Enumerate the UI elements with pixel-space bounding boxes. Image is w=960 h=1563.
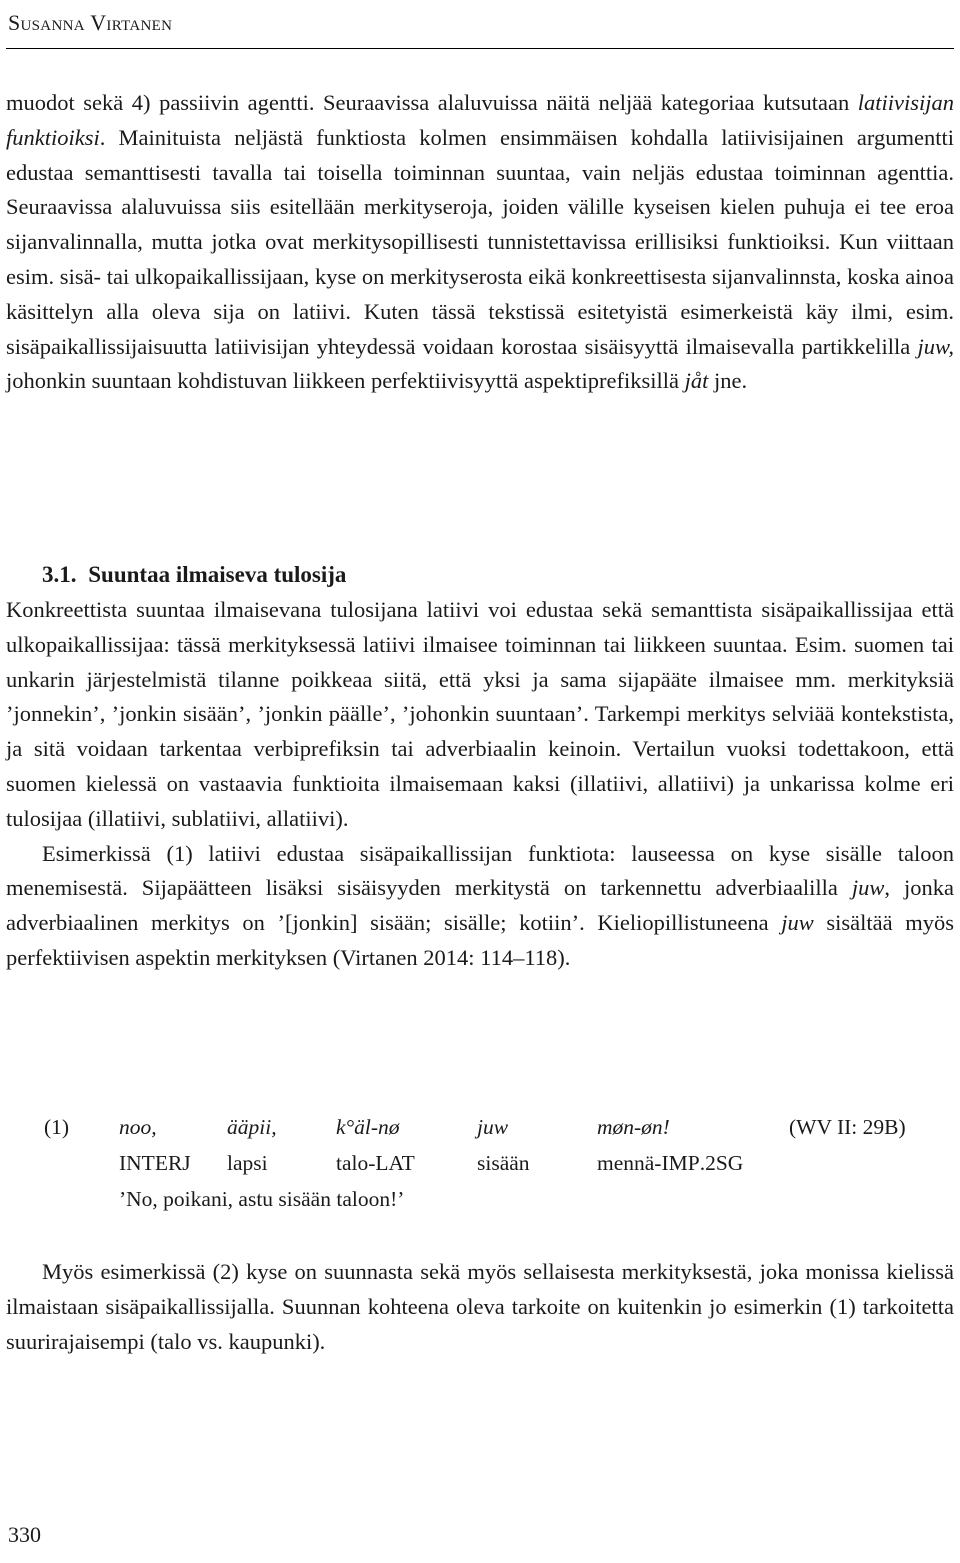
gloss-5-stem: mennä-	[597, 1151, 662, 1175]
gloss-5-mood: IMP	[661, 1151, 700, 1175]
p3-text-b: , jonka adverbiaalinen merkitys on ’[jonkin] sisään; sisälle; kotiin’. Kieliopillistuneena	[6, 875, 954, 936]
section-heading	[42, 558, 346, 592]
p1-text-c: johonkin suuntaan kohdistuvan liikkeen perfektiivisyyttä aspektiprefiksillä	[6, 368, 685, 394]
example-number: (1)	[44, 1115, 70, 1139]
example-word-3: k°äl-nø	[336, 1115, 400, 1139]
paragraph-4: Myös esimerkissä (2) kyse on suunnasta sekä myös sellaisesta merkityksestä, joka monissa kielissä ilmaistaan sisäpaikallissijalla. Suunnan kohteena oleva tarkoite on kuitenkin jo esimerkin (1) tarkoitetta suurirajaisempi (talo vs. kaupunki).	[6, 1259, 954, 1354]
example-source: (WV II: 29B)	[789, 1115, 906, 1139]
p1-text-d: jne.	[708, 368, 748, 394]
p3-term-juw-1: juw	[851, 875, 885, 901]
example-1	[44, 1115, 944, 1223]
example-word-4: juw	[477, 1115, 509, 1139]
gloss-2: lapsi	[227, 1151, 268, 1175]
example-source-line	[44, 1115, 944, 1151]
p1-term-latiivisijan-funktioiksi: latiivisijan funktioiksi	[6, 90, 954, 150]
header-author: Susanna Virtanen	[8, 10, 173, 35]
p1-term-juw: juw,	[917, 333, 954, 359]
paragraph-4-container	[6, 1255, 954, 1359]
example-word-2: ääpii,	[227, 1115, 277, 1139]
example-word-5: møn-øn!	[597, 1115, 670, 1139]
gloss-5-number: SG	[715, 1151, 744, 1175]
example-word-1: noo,	[119, 1115, 157, 1139]
gloss-1: INTERJ	[119, 1151, 191, 1175]
gloss-3-stem: talo-	[336, 1151, 376, 1175]
section-number: 3.1.	[42, 562, 77, 587]
p3-term-juw-2: juw	[781, 910, 814, 936]
gloss-5	[597, 1151, 743, 1176]
p1-term-jat: jåt	[684, 368, 709, 394]
p1-text-b: . Mainituista neljästä funktiosta kolmen ensimmäisen kohdalla latiivisijainen argumentti edustaa semanttisesti tavalla tai toisella toiminnan suuntaa, vain neljäs edustaa toiminnan agenttia. Seuraavissa alaluvuissa siis esitellään merkityseroja, joiden välille kyseisen kielen puhuja ei tee eroa sijanvalinnalla, mutta jotka ovat merkitysopillisesti tunnistettavissa erillisiksi funktioiksi. Kun viittaan esim. sisä- tai ulkopaikallissijaan, kyse on merkityserosta eikä konkreettisesta sijanvalinnsta, koska ainoa käsittelyn alla oleva sija on latiivi. Kuten tässä tekstissä esitetyistä esimerkeistä käy ilmi, esim. sisäpaikallissijaisuutta latiivisijan yhteydessä voidaan korostaa sisäisyyttä ilmaisevalla partikkelilla	[6, 124, 954, 359]
gloss-5-person: .2	[699, 1151, 716, 1175]
p1-text-a: muodot sekä 4) passiivin agentti. Seuraavissa alaluvuissa näitä neljää kategoriaa kutsutaan	[6, 90, 858, 115]
paragraph-1	[6, 86, 954, 399]
example-gloss-line	[44, 1151, 944, 1187]
section-title: Suuntaa ilmaiseva tulosija	[88, 562, 347, 587]
gloss-3-case: LAT	[375, 1151, 415, 1175]
running-header	[6, 4, 954, 49]
p3-text-c: sisältää myös perfektiivisen aspektin merkityksen (Virtanen 2014: 114–118).	[6, 910, 954, 970]
p3-text-a: Esimerkissä (1) latiivi edustaa sisäpaikallissijan funktiota: lauseessa on kyse sisälle taloon menemisestä. Sijapäätteen lisäksi sisäisyyden merkitystä on tarkennettu adverbiaalilla	[6, 840, 954, 901]
gloss-4: sisään	[477, 1151, 530, 1175]
paragraph-3	[6, 837, 954, 976]
example-translation: ’No, poikani, astu sisään taloon!’	[119, 1187, 405, 1211]
example-translation-line	[44, 1187, 944, 1223]
paragraph-2: Konkreettista suuntaa ilmaisevana tulosijana latiivi voi edustaa sekä semanttista sisäpaikallissijaa että ulkopaikallissijaa: tässä merkityksessä latiivi ilmaisee toiminnan tai liikkeen suuntaa. Esim. suomen tai unkarin järjestelmistä tilanne poikkeaa siitä, että yksi ja sama sijapääte ilmaisee mm. merkityksiä ’jonnekin’, ’jonkin sisään’, ’jonkin päälle’, ’johonkin suuntaan’. Tarkempi merkitys selviää kontekstista, ja sitä voidaan tarkentaa verbiprefiksin tai adverbiaalin keinoin. Vertailun vuoksi todettakoon, että suomen kielessä on vastaavia funktioita ilmaisemaan kaksi (illatiivi, allatiivi) ja unkarissa kolme eri tulosijaa (illatiivi, sublatiivi, allatiivi).	[6, 597, 954, 831]
page-number: 330	[8, 1522, 41, 1547]
section-body	[6, 593, 954, 976]
gloss-3	[336, 1151, 415, 1176]
